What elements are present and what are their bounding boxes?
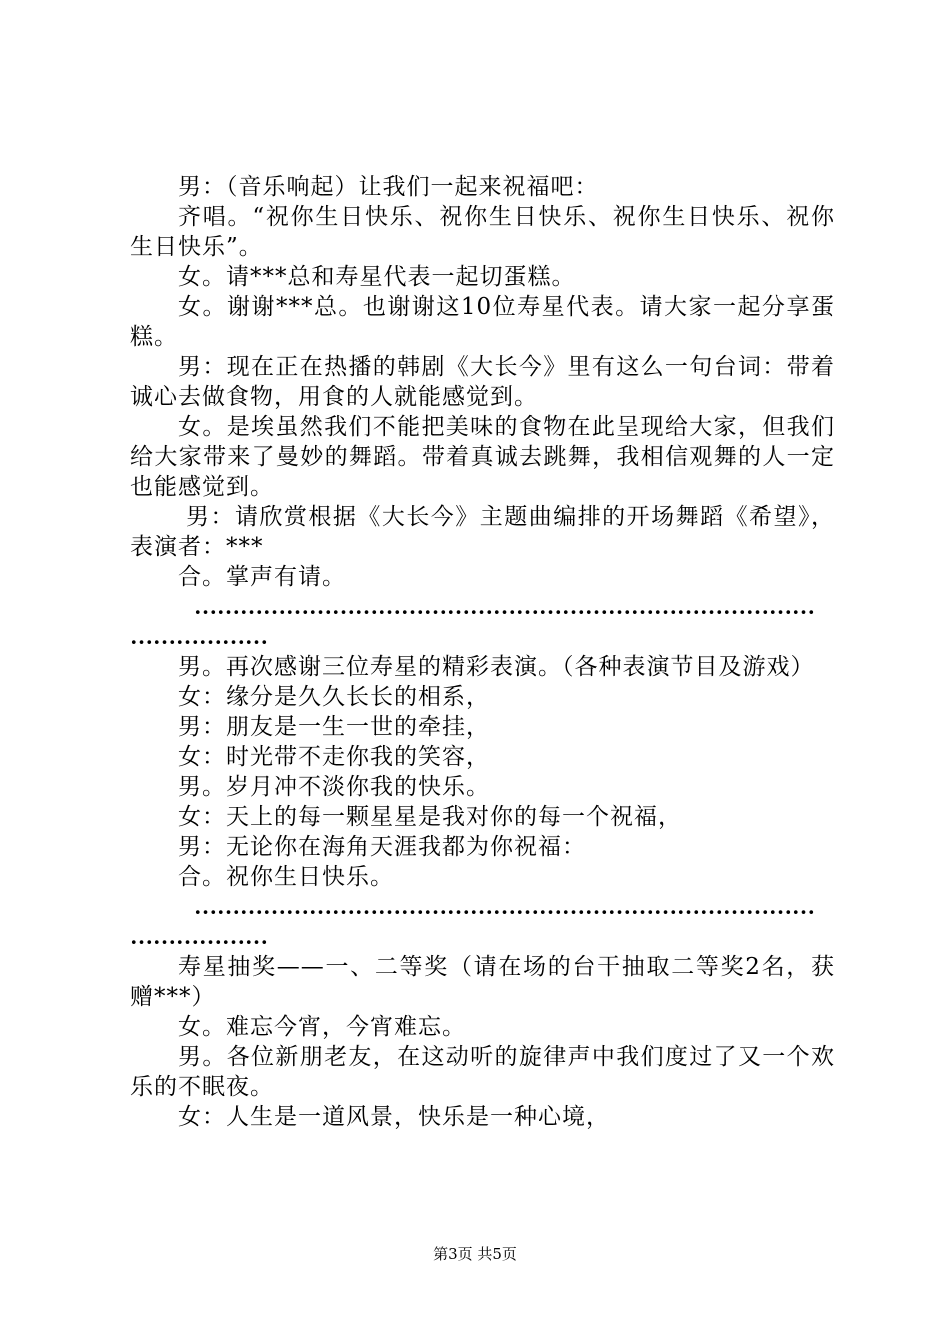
paragraph: 女。谢谢***总。也谢谢这10位寿星代表。请大家一起分享蛋糕。 [130,294,835,350]
paragraph: 男。岁月冲不淡你我的快乐。 [178,774,490,800]
paragraph: 女：天上的每一颗星星是我对你的每一个祝福， [178,804,682,830]
dotted-separator: ……………………………………………………………………………………… [130,894,815,949]
paragraph: 男：无论你在海角天涯我都为你祝福： [178,834,586,860]
paragraph: 女：时光带不走你我的笑容， [178,744,490,770]
paragraph: 男：请欣赏根据《大长今》主题曲编排的开场舞蹈《希望》，表演者：*** [130,504,835,560]
paragraph: 女。请***总和寿星代表一起切蛋糕。 [178,264,576,290]
paragraph: 合。祝你生日快乐。 [178,864,394,890]
paragraph: 男：现在正在热播的韩剧《大长今》里有这么一句台词：带着诚心去做食物，用食的人就能感觉到。 [130,354,835,410]
paragraph: 女。难忘今宵，今宵难忘。 [178,1014,466,1040]
paragraph: 女。是埃虽然我们不能把美味的食物在此呈现给大家，但我们给大家带来了曼妙的舞蹈。带着真诚去跳舞，我相信观舞的人一定也能感觉到。 [130,414,835,500]
paragraph: 女：人生是一道风景，快乐是一种心境， [178,1104,610,1130]
dotted-separator: ……………………………………………………………………………………… [130,594,815,649]
paragraph: 寿星抽奖——一、二等奖（请在场的台干抽取二等奖2名，获赠***） [130,954,835,1010]
paragraph: 齐唱。“祝你生日快乐、祝你生日快乐、祝你生日快乐、祝你生日快乐”。 [130,204,835,260]
paragraph: 男。各位新朋老友，在这动听的旋律声中我们度过了又一个欢乐的不眠夜。 [130,1044,835,1100]
paragraph: 男：朋友是一生一世的牵挂， [178,714,490,740]
paragraph: 女：缘分是久久长长的相系， [178,684,490,710]
paragraph: 男：（音乐响起）让我们一起来祝福吧： [178,174,599,200]
page-number-footer: 第3页 共5页 [433,1245,517,1263]
paragraph: 合。掌声有请。 [178,564,346,590]
paragraph: 男。再次感谢三位寿星的精彩表演。（各种表演节目及游戏） [178,654,815,680]
document-body [130,172,835,1132]
